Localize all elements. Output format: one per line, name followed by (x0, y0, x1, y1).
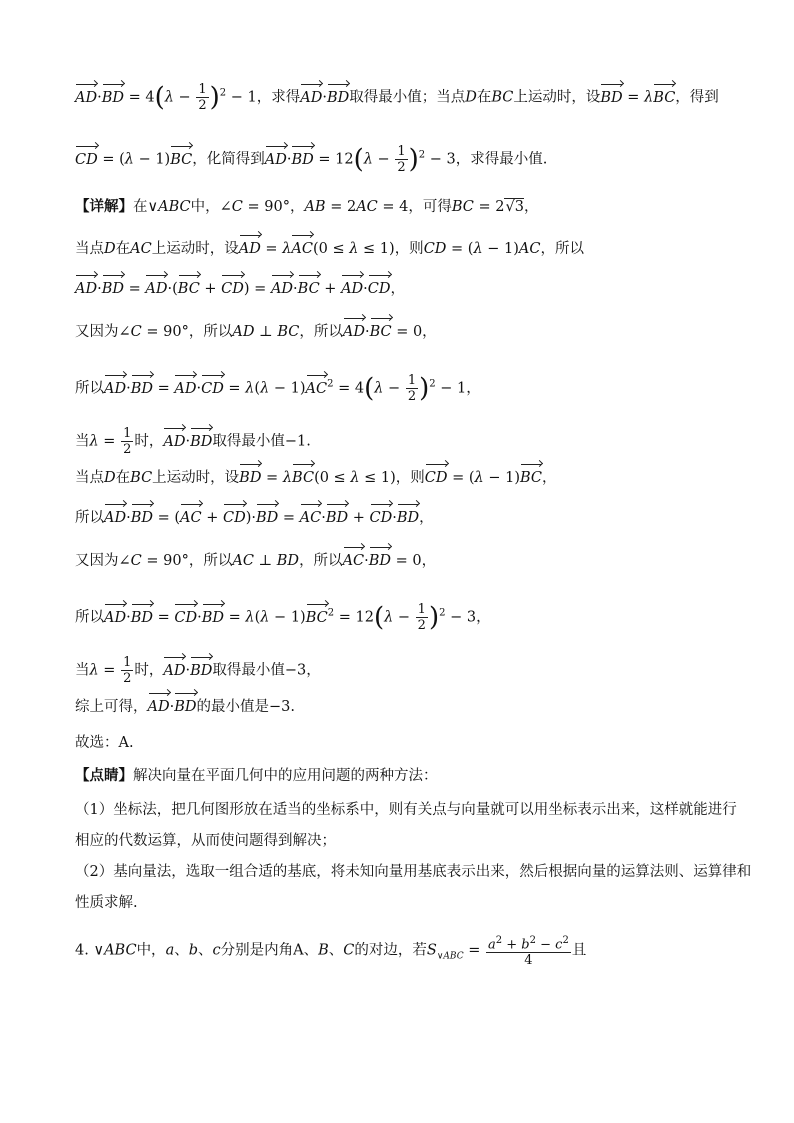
line-4: 当点D在AC上运动时，设AD = λAC(0 ≤ λ ≤ 1)，则CD = (λ − 1)AC，所以 (75, 241, 584, 257)
line-10: 所以AD·BD = (AC + CD)·BD = AC·BD + CD·BD， (75, 510, 434, 526)
line-6: 又因为∠C = 90°，所以AD ⊥ BC，所以AD·BC = 0， (75, 324, 437, 340)
line-18: 相应的代数运算，从而使问题得到解决； (75, 833, 336, 849)
line-1: AD·BD = 4(λ − $\frac{1}{2}$ )$^2$ − 1，求得AD·BD取得最小值；当点D在BC上运动时，设BD = λBC，得到 (75, 82, 719, 113)
line-9: 当点D在BC上运动时，设BD = λBC(0 ≤ λ ≤ 1)，则CD = (λ − 1)BC， (75, 470, 557, 486)
line-2: CD = (λ − 1)BC，化简得到AD·BD = 12(λ − $\frac{1}{2}$ )$^2$ − 3，求得最小值. (75, 144, 548, 175)
line-3: 【详解】在∨ABC中，∠C = 90°，AB = 2AC = 4，可得BC = 2√3， (75, 198, 539, 215)
line-13: 当λ = $\frac{1}{2}$ 时，AD·BD取得最小值−3， (75, 655, 321, 686)
line-16: 【点睛】解决向量在平面几何中的应用问题的两种方法： (75, 767, 438, 784)
line-20: 性质求解. (75, 895, 138, 911)
line-8: 当λ = $\frac{1}{2}$ 时，AD·BD取得最小值−1. (75, 426, 311, 457)
line-12: 所以$AD\cdot BD = CD\cdot BD = \lambda(\lambda - 1)BC^2 = 12(\lambda$ − $\frac{1}{2}$ )$^2$ − 3， (75, 602, 491, 633)
line-17: （1）坐标法，把几何图形放在适当的坐标系中，则有关点与向量就可以用坐标表示出来，这样就能进行 (75, 802, 737, 818)
line-15: 故选：A. (75, 735, 134, 751)
line-14: 综上可得，AD·BD的最小值是−3. (75, 699, 295, 715)
line-19: （2）基向量法，选取一组合适的基底，将未知向量用基底表示出来，然后根据向量的运算法则、运算律和 (75, 864, 752, 880)
line-7: 所以$AD\cdot BD = AD\cdot CD = \lambda(\lambda - 1)AC^2 = 4(\lambda$ − $\frac{1}{2}$ )$^2$ − 1， (75, 373, 481, 404)
line-5: AD·BD = AD·(BC + CD) = AD·BC + AD·CD， (75, 281, 406, 297)
line-21: 4. ∨ABC中，a、b、c分别是内角A、B、C的对边，若$S_{\vee ABC}$ = $\frac{a^2 + b^2 - c^2}{4}$ 且 (75, 935, 587, 969)
line-11: 又因为∠C = 90°，所以AC ⊥ BD，所以AC·BD = 0， (75, 553, 437, 569)
